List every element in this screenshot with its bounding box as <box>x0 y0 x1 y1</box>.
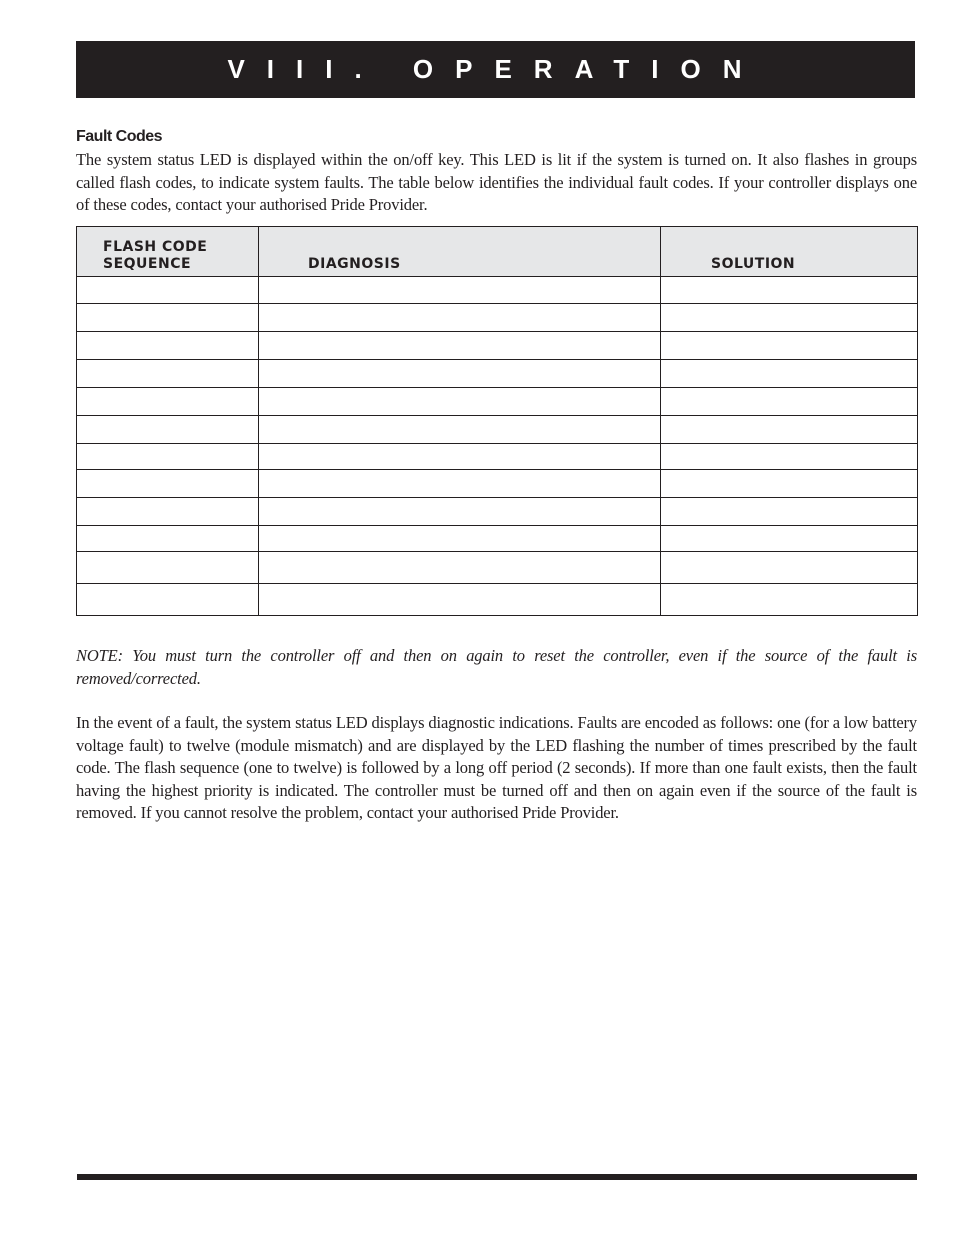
table-row <box>77 584 918 616</box>
table-row <box>77 416 918 444</box>
table-header-row <box>77 227 918 277</box>
intro-paragraph: The system status LED is displayed within the on/off key. This LED is lit if the system is turned on. It also flashes in groups called flash codes, to indicate system faults. The table below identifies the individual fault codes. If your controller displays one of these codes, contact your authorised Pride Provider. <box>76 150 917 214</box>
diagnosis-cell <box>259 360 661 388</box>
solution-cell <box>661 470 918 498</box>
flash-code-header <box>77 227 259 277</box>
section-heading: Fault Codes <box>76 128 163 145</box>
diagnosis-cell <box>259 552 661 584</box>
diagnosis-cell <box>259 304 661 332</box>
solution-cell <box>661 416 918 444</box>
solution-cell <box>661 498 918 526</box>
flash-code-cell <box>77 470 259 498</box>
chapter-title: VIII. OPERATION <box>227 54 764 84</box>
solution-cell <box>661 360 918 388</box>
table-row <box>77 444 918 470</box>
flash-code-header-line2: SEQUENCE <box>103 256 192 272</box>
diagnosis-cell <box>259 444 661 470</box>
chapter-banner <box>76 41 915 98</box>
fault-code-table <box>76 226 918 616</box>
flash-code-cell <box>77 584 259 616</box>
reset-note: NOTE: You must turn the controller off and then on again to reset the controller, even if the source of the fault is removed/corrected. <box>76 646 917 688</box>
table-row <box>77 304 918 332</box>
diagnosis-cell <box>259 526 661 552</box>
solution-header: SOLUTION <box>661 227 918 277</box>
flash-code-cell <box>77 526 259 552</box>
table-row <box>77 526 918 552</box>
table-row <box>77 332 918 360</box>
table-row <box>77 552 918 584</box>
flash-code-cell <box>77 360 259 388</box>
diagnosis-cell <box>259 332 661 360</box>
solution-cell <box>661 277 918 304</box>
diagnosis-cell <box>259 416 661 444</box>
diagnosis-cell <box>259 498 661 526</box>
flash-code-cell <box>77 416 259 444</box>
solution-cell <box>661 388 918 416</box>
solution-cell <box>661 584 918 616</box>
diagnosis-cell <box>259 388 661 416</box>
table-row <box>77 498 918 526</box>
flash-code-cell <box>77 444 259 470</box>
solution-cell <box>661 304 918 332</box>
flash-code-cell <box>77 332 259 360</box>
solution-cell <box>661 444 918 470</box>
flash-code-cell <box>77 277 259 304</box>
table-row <box>77 277 918 304</box>
table-row <box>77 470 918 498</box>
diagnosis-cell <box>259 584 661 616</box>
fault-table-body <box>77 277 918 616</box>
table-row <box>77 360 918 388</box>
diagnosis-cell <box>259 277 661 304</box>
diagnosis-cell <box>259 470 661 498</box>
flash-code-cell <box>77 304 259 332</box>
flash-code-cell <box>77 552 259 584</box>
footer-rule <box>77 1174 917 1180</box>
flash-code-cell <box>77 498 259 526</box>
flash-code-header-line1: FLASH CODE <box>103 239 208 255</box>
table-row <box>77 388 918 416</box>
solution-cell <box>661 552 918 584</box>
solution-cell <box>661 526 918 552</box>
solution-cell <box>661 332 918 360</box>
flash-code-cell <box>77 388 259 416</box>
fault-explanation-paragraph: In the event of a fault, the system status LED displays diagnostic indications. Faults are encoded as follows: one (for a low battery voltage fault) to twelve (module mismatch) and are displayed by the LED flashing the number of times prescribed by the fault code. The flash sequence (one to twelve) is followed by a long off period (2 seconds). If more than one fault exists, then the fault having the highest priority is indicated. The controller must be turned off and then on again even if the source of the fault is removed. If you cannot resolve the problem, contact your authorised Pride Provider. <box>76 713 917 822</box>
diagnosis-header: DIAGNOSIS <box>259 227 661 277</box>
